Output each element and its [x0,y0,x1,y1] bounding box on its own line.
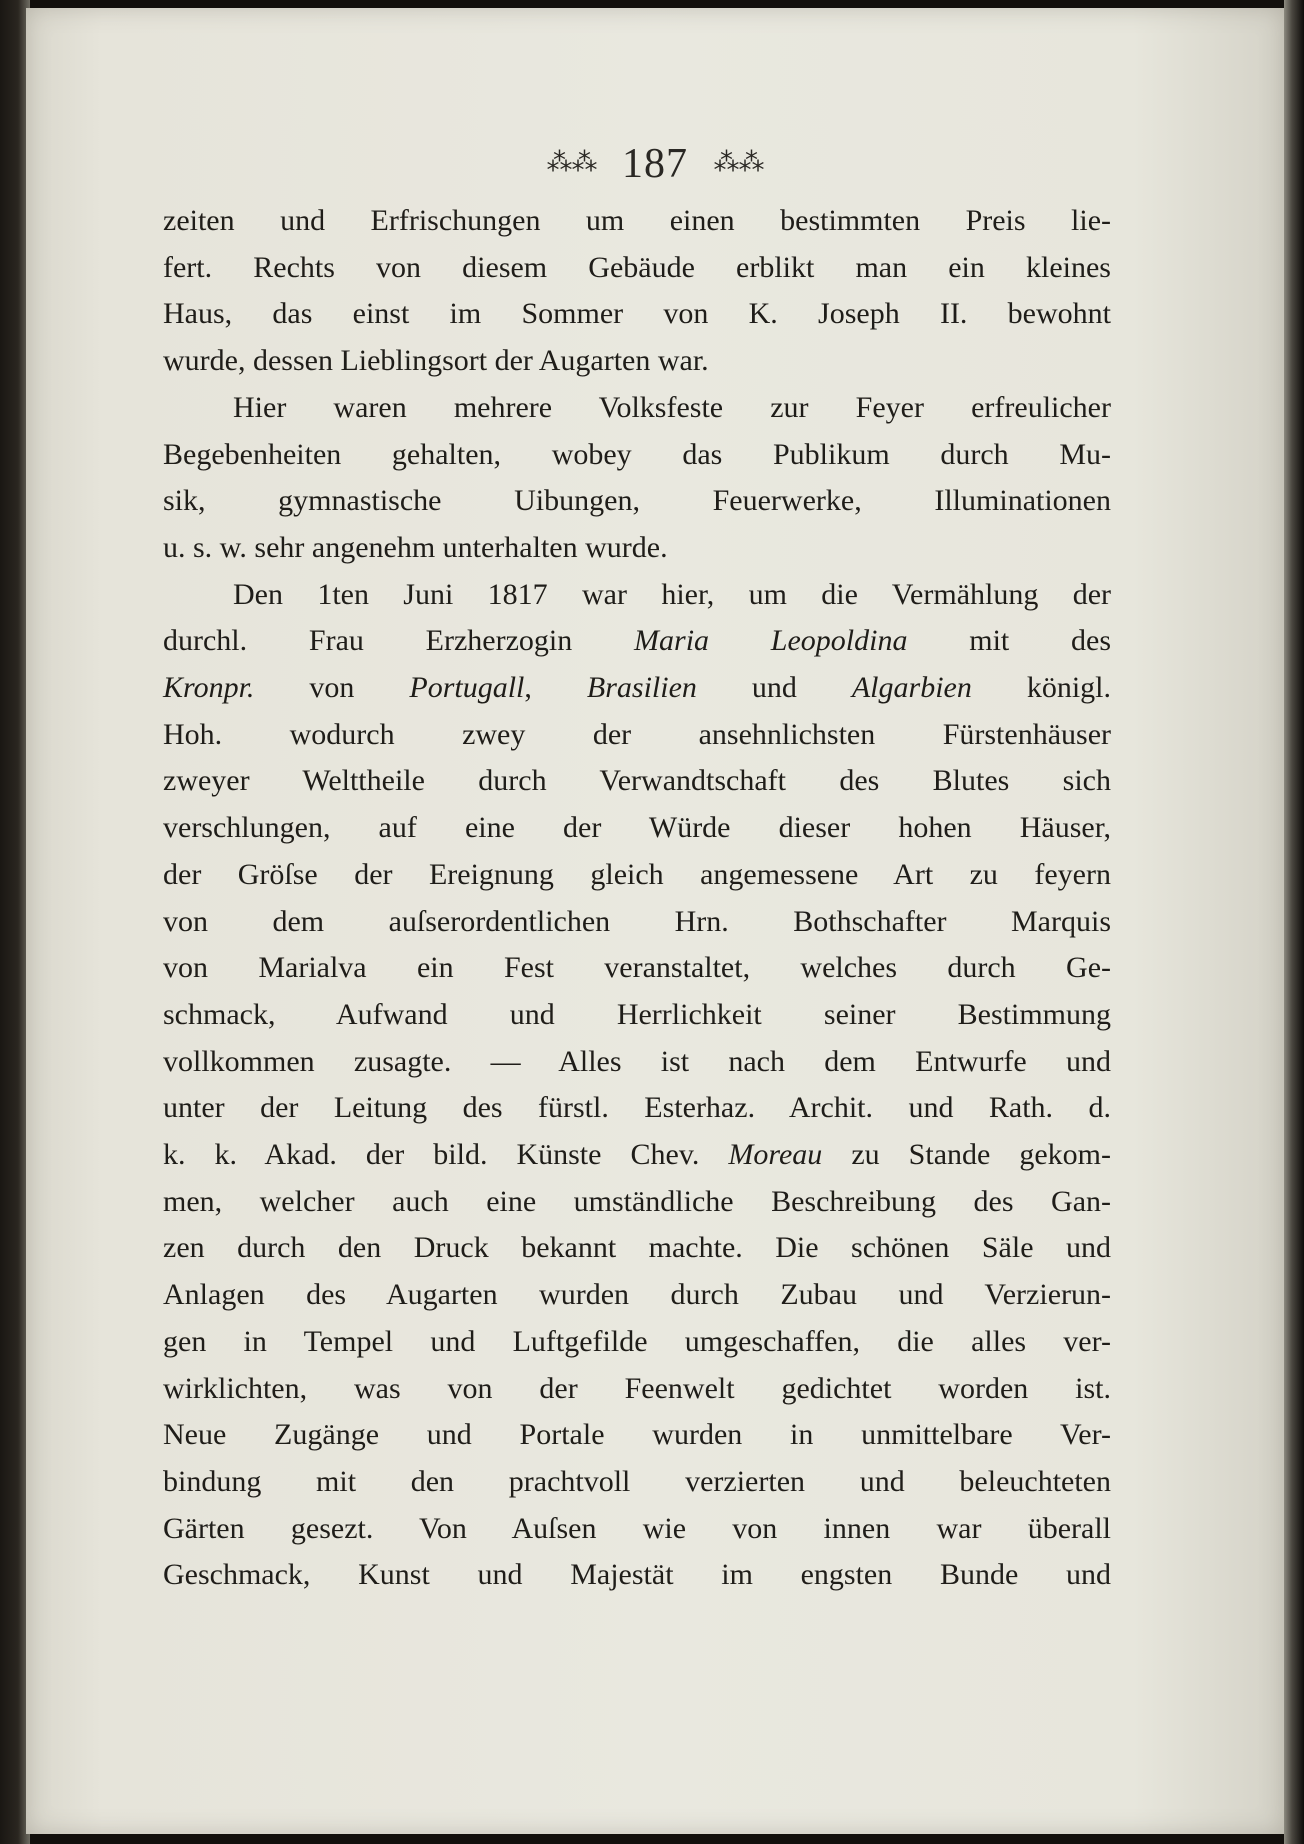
text-line: zen durch den Druck bekannt machte. Die schönen Säle und [163,1231,1111,1265]
text-line: sik, gymnastische Uibungen, Feuerwerke, Illuminationen [163,484,1111,518]
text-line: vollkommen zusagte. — Alles ist nach dem Entwurfe und [163,1044,1111,1078]
text-line: u. s. w. sehr angenehm unterhalten wurde. [163,530,668,564]
text-line: von dem auſserordentlichen Hrn. Bothschafter Marquis [163,904,1111,938]
body-text [163,198,1111,1599]
text-line: der Gröſse der Ereignung gleich angemessene Art zu feyern [163,857,1111,891]
header-ornament-right: ⁂⁂ [713,148,764,177]
text-line: Den 1ten Juni 1817 war hier, um die Vermählung der [233,577,1111,611]
name-maria-leopoldina: Maria Leopoldina [634,624,908,658]
header-ornament-left: ⁂⁂ [546,148,597,177]
text-line: Neue Zugänge und Portale wurden in unmittelbare Ver- [163,1418,1111,1452]
text-line: zeiten und Erfrischungen um einen bestimmten Preis lie- [163,204,1111,237]
text-line: Anlagen des Augarten wurden durch Zubau und Verzierun- [163,1278,1111,1312]
text-line: Gärten gesezt. Von Auſsen wie von innen war überall [163,1511,1111,1545]
text-line: fert. Rechts von diesem Gebäude erblikt man ein kleines [163,250,1111,284]
text-line: k. k. Akad. der bild. Künste Chev. Moreau zu Stande gekom- [163,1138,1112,1172]
book-page [26,8,1284,1834]
page-number: 187 [622,141,688,187]
text-line: Hier waren mehrere Volksfeste zur Feyer erfreulicher [233,390,1111,424]
running-header [26,140,1284,188]
text-line: men, welcher auch eine umständliche Beschreibung des Gan- [163,1184,1111,1218]
text-line: von Marialva ein Fest veranstaltet, welches durch Ge- [163,951,1111,985]
page-edge-shadow [1284,0,1304,1844]
text-line: Hoh. wodurch zwey der ansehnlichsten Fürstenhäuser [163,717,1111,751]
name-moreau: Moreau [728,1138,823,1172]
text-line: durchl. Frau Erzherzogin Maria Leopoldina mit des [163,624,1112,658]
text-line: Haus, das einst im Sommer von K. Joseph II. bewohnt [163,297,1111,331]
text-line: wurde, dessen Lieblingsort der Augarten war. [163,344,709,378]
text-line: zweyer Welttheile durch Verwandtschaft des Blutes sich [163,764,1111,798]
text-line: gen in Tempel und Luftgefilde umgeschaffen, die alles ver- [163,1324,1111,1358]
text-line: Geschmack, Kunst und Majestät im engsten Bunde und [163,1558,1111,1592]
text-line: Begebenheiten gehalten, wobey das Publikum durch Mu- [163,437,1111,471]
text-line: bindung mit den prachtvoll verzierten und beleuchteten [163,1464,1111,1498]
text-line: wirklichten, was von der Feenwelt gedichtet worden ist. [163,1371,1111,1405]
text-line: Kronpr. von Portugall, Brasilien und Algarbien königl. [163,671,1112,705]
text-line: schmack, Aufwand und Herrlichkeit seiner Bestimmung [163,997,1111,1031]
text-line: verschlungen, auf eine der Würde dieser hohen Häuser, [163,811,1111,845]
text-line: unter der Leitung des fürstl. Esterhaz. Archit. und Rath. d. [163,1091,1111,1125]
